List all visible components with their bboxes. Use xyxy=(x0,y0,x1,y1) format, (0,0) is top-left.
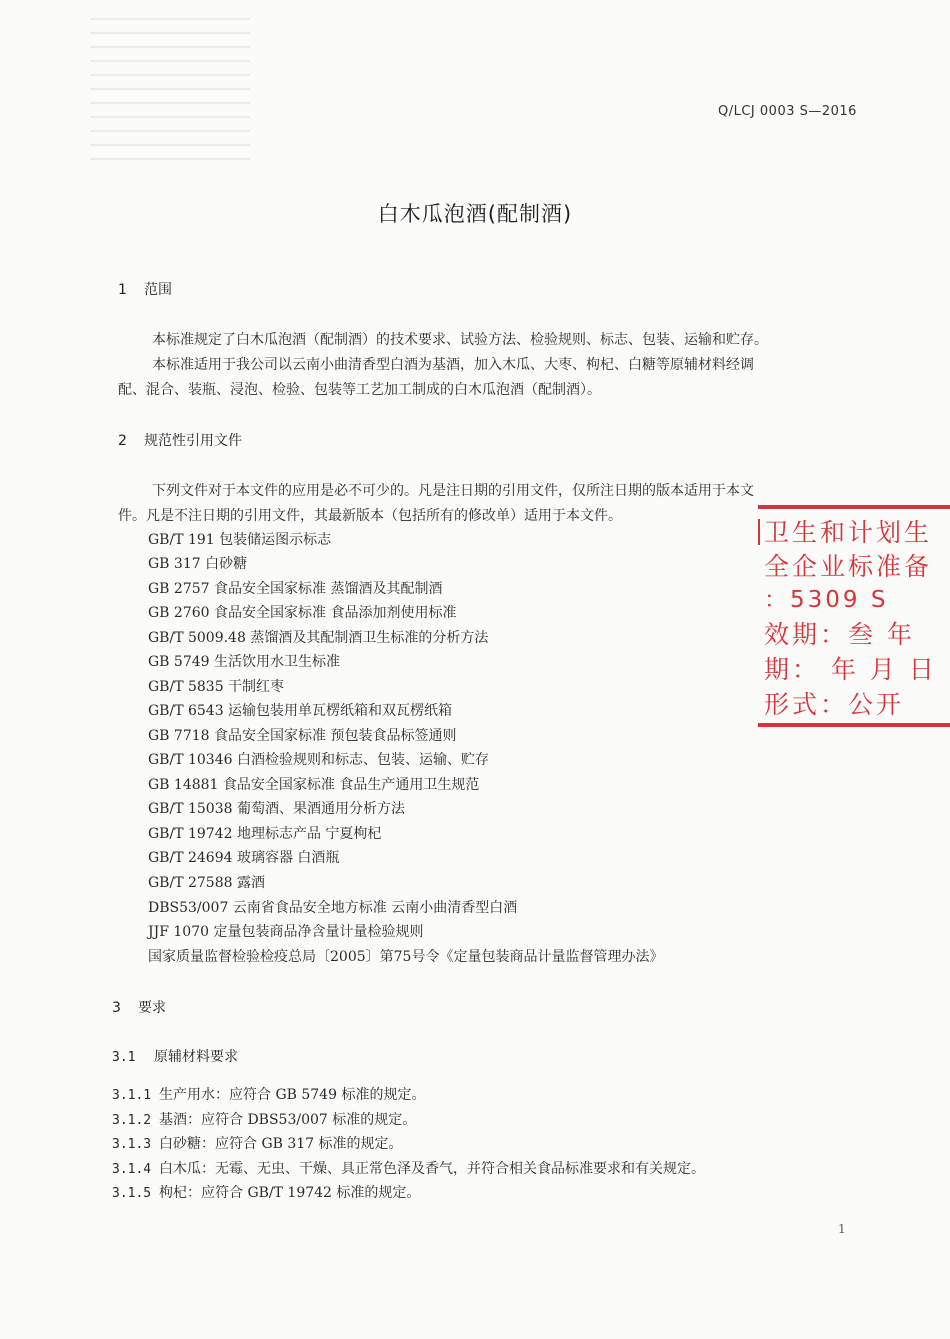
reference-item: GB/T 5835 干制红枣 xyxy=(148,679,285,695)
reference-item: GB 14881 食品安全国家标准 食品生产通用卫生规范 xyxy=(148,777,480,793)
section-number: 3 xyxy=(112,1000,121,1016)
reference-item: GB/T 191 包装储运图示标志 xyxy=(148,532,332,548)
requirement-item xyxy=(112,1133,403,1153)
subsection-title: 原辅材料要求 xyxy=(154,1049,238,1065)
item-text: 白砂糖：应符合 GB 317 标准的规定。 xyxy=(159,1136,403,1152)
section-title: 范围 xyxy=(144,282,172,298)
requirement-item xyxy=(112,1182,420,1202)
section-1-heading xyxy=(118,279,172,299)
reference-item: GB 317 白砂糖 xyxy=(148,556,248,572)
stamp-line: 形式：公开 xyxy=(764,690,905,719)
section-number: 2 xyxy=(118,433,127,449)
refs-paragraph-a: 下列文件对于本文件的应用是必不可少的。凡是注日期的引用文件，仅所注日期的版本适用于本文 xyxy=(152,483,754,499)
reference-item: 国家质量监督检验检疫总局〔2005〕第75号令《定量包装商品计量监督管理办法》 xyxy=(148,949,664,965)
section-number: 1 xyxy=(118,282,127,298)
standard-code: Q/LCJ 0003 S—2016 xyxy=(718,104,857,119)
item-number: 3.1.2 xyxy=(112,1113,152,1128)
reference-item: GB/T 27588 露酒 xyxy=(148,875,265,891)
page-number: 1 xyxy=(838,1222,846,1236)
requirement-item xyxy=(112,1109,416,1129)
requirement-item xyxy=(112,1084,425,1104)
section-3-heading xyxy=(112,997,166,1017)
section-title: 要求 xyxy=(138,1000,166,1016)
subsection-number: 3.1 xyxy=(112,1050,136,1065)
section-2-heading xyxy=(118,430,242,450)
document-title: 白木瓜泡酒(配制酒) xyxy=(377,202,573,226)
item-text: 枸杞：应符合 GB/T 19742 标准的规定。 xyxy=(159,1185,421,1201)
reference-item: GB 2760 食品安全国家标准 食品添加剂使用标准 xyxy=(148,605,457,621)
item-text: 基酒：应符合 DBS53/007 标准的规定。 xyxy=(159,1112,417,1128)
reference-item: GB/T 10346 白酒检验规则和标志、包装、运输、贮存 xyxy=(148,752,489,768)
filing-stamp xyxy=(758,505,950,727)
stamp-border-left xyxy=(758,519,760,545)
refs-paragraph-b: 件。凡是不注日期的引用文件，其最新版本（包括所有的修改单）适用于本文件。 xyxy=(118,508,622,524)
reference-item: GB/T 24694 玻璃容器 白酒瓶 xyxy=(148,850,340,866)
item-number: 3.1.5 xyxy=(112,1186,152,1201)
reference-item: GB/T 6543 运输包装用单瓦楞纸箱和双瓦楞纸箱 xyxy=(148,703,453,719)
scope-paragraph-2b: 配、混合、装瓶、浸泡、检验、包装等工艺加工制成的白木瓜泡酒（配制酒）。 xyxy=(118,382,601,398)
scan-noise xyxy=(90,10,250,160)
reference-item: JJF 1070 定量包装商品净含量计量检验规则 xyxy=(148,924,424,940)
reference-item: GB 2757 食品安全国家标准 蒸馏酒及其配制酒 xyxy=(148,581,443,597)
stamp-line: 效期：叁 年 xyxy=(764,620,915,649)
item-number: 3.1.4 xyxy=(112,1162,152,1177)
item-text: 生产用水：应符合 GB 5749 标准的规定。 xyxy=(159,1087,426,1103)
subsection-3-1-heading xyxy=(112,1046,238,1066)
stamp-line: 全企业标准备 xyxy=(764,552,933,581)
section-title: 规范性引用文件 xyxy=(144,433,242,449)
item-number: 3.1.1 xyxy=(112,1088,152,1103)
item-text: 白木瓜：无霉、无虫、干燥、具正常色泽及香气，并符合相关食品标准要求和有关规定。 xyxy=(159,1161,705,1177)
reference-item: GB/T 5009.48 蒸馏酒及其配制酒卫生标准的分析方法 xyxy=(148,630,489,646)
stamp-border-top xyxy=(758,505,950,509)
reference-item: DBS53/007 云南省食品安全地方标准 云南小曲清香型白酒 xyxy=(148,900,518,916)
stamp-line: 期： 年 月 日 xyxy=(764,655,937,684)
reference-item: GB/T 19742 地理标志产品 宁夏枸杞 xyxy=(148,826,382,842)
stamp-line: 卫生和计划生 xyxy=(764,518,933,547)
stamp-line: ：5309 S xyxy=(764,587,889,613)
reference-item: GB 5749 生活饮用水卫生标准 xyxy=(148,654,341,670)
reference-item: GB/T 15038 葡萄酒、果酒通用分析方法 xyxy=(148,801,405,817)
requirement-item xyxy=(112,1158,705,1178)
scope-paragraph-2a: 本标准适用于我公司以云南小曲清香型白酒为基酒，加入木瓜、大枣、枸杞、白糖等原辅材料经调 xyxy=(152,357,754,373)
reference-item: GB 7718 食品安全国家标准 预包装食品标签通则 xyxy=(148,728,457,744)
item-number: 3.1.3 xyxy=(112,1137,152,1152)
stamp-border-bottom xyxy=(758,723,950,727)
scope-paragraph-1: 本标准规定了白木瓜泡酒（配制酒）的技术要求、试验方法、检验规则、标志、包装、运输和贮存。 xyxy=(152,332,768,348)
